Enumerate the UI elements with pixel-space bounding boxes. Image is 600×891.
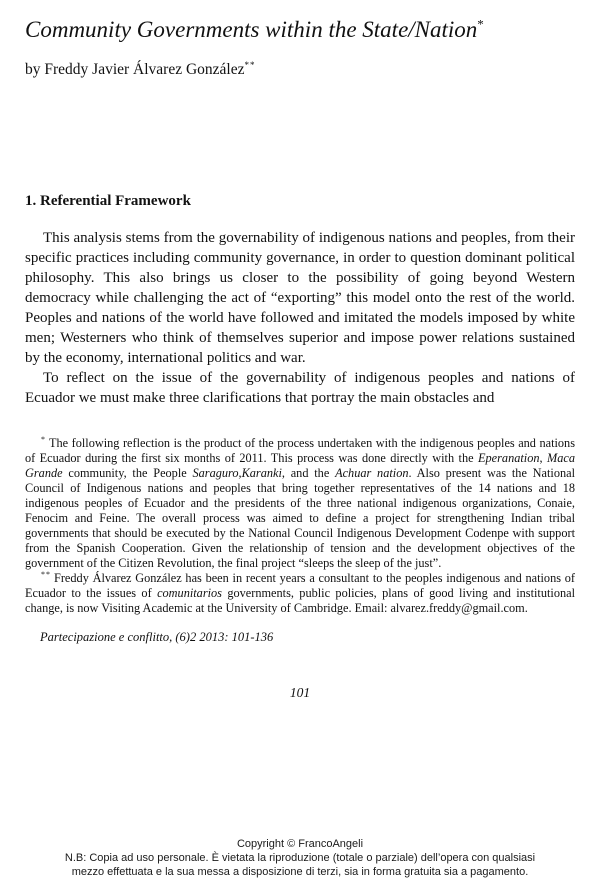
notice-line-2: mezzo effettuata e la sua messa a disposizione di terzi, sia in forma gratuita sia a pagamento.	[71, 866, 529, 878]
article-title-text: Community Governments within the State/Nation	[25, 17, 478, 42]
body-paragraph: This analysis stems from the governability of indigenous nations and peoples, from their specific practices including community governance, in order to question dominant political philosophy. This also brings us closer to the possibility of going beyond Western democracy while challenging the act of “exporting” this model onto the rest of the world. Peoples and nations of the world have followed and imitated the models imposed by white men; Westerners who think of themselves superior and impose power relations sustained by the economy, international politics and war.	[25, 230, 575, 366]
footnote-text: Freddy Álvarez González has been in recent years a consultant to the peoples indigenous and nations of Ecuador to the issues of comunitarios governments, public policies, plans of good living and institutional change, is now Visiting Academic at the University of Cambridge. Email: alvarez.freddy@gmail.com.	[25, 571, 575, 615]
notice-line-1: N.B: Copia ad uso personale. È vietata la riproduzione (totale o parziale) dell’opera con qualsiasi	[64, 852, 536, 864]
footnote-marker: **	[41, 569, 51, 579]
footnotes-block	[25, 436, 575, 616]
footnote-text: The following reflection is the product of the process undertaken with the indigenous peoples and nations of Ecuador during the first six months of 2011. This process was done directly with the Eperanation, Maca Grande community, the People Saraguro,Karanki, and the Achuar nation. Also present was the National Council of Indigenous nations and peoples that bring together representatives of the 14 nations and 18 indigenous peoples of Ecuador and the presidents of the three national indigenous organizations, Conaie, Fenocim and Feine. The overall process was aimed to define a project for strengthening Indian tribal governments that should be executed by the National Council Indigenous Development Codenpe with support from the Spanish Cooperation. Given the relationship of tension and the development objectives of the government of the Citizen Revolution, the final project “sleeps the sleep of the just”.	[25, 436, 576, 570]
article-title	[25, 16, 575, 44]
author-byline-text: by Freddy Javier Álvarez González	[25, 61, 245, 78]
title-footnote-marker: *	[477, 16, 484, 32]
page-number: 101	[289, 685, 311, 700]
section-heading: 1. Referential Framework	[25, 193, 191, 209]
publisher-notice	[0, 837, 600, 879]
author-footnote-marker: **	[244, 59, 256, 70]
body-text	[25, 228, 575, 408]
journal-citation: Partecipazione e conflitto, (6)2 2013: 101-136	[40, 630, 274, 644]
author-byline	[25, 60, 575, 80]
footnote	[25, 436, 575, 571]
copyright-line: Copyright © FrancoAngeli	[236, 838, 364, 850]
body-paragraph: To reflect on the issue of the governability of indigenous peoples and nations of Ecuador we must make three clarifications that portray the main obstacles and	[25, 370, 575, 406]
footnote	[25, 571, 575, 616]
footnote-marker: *	[41, 434, 46, 444]
